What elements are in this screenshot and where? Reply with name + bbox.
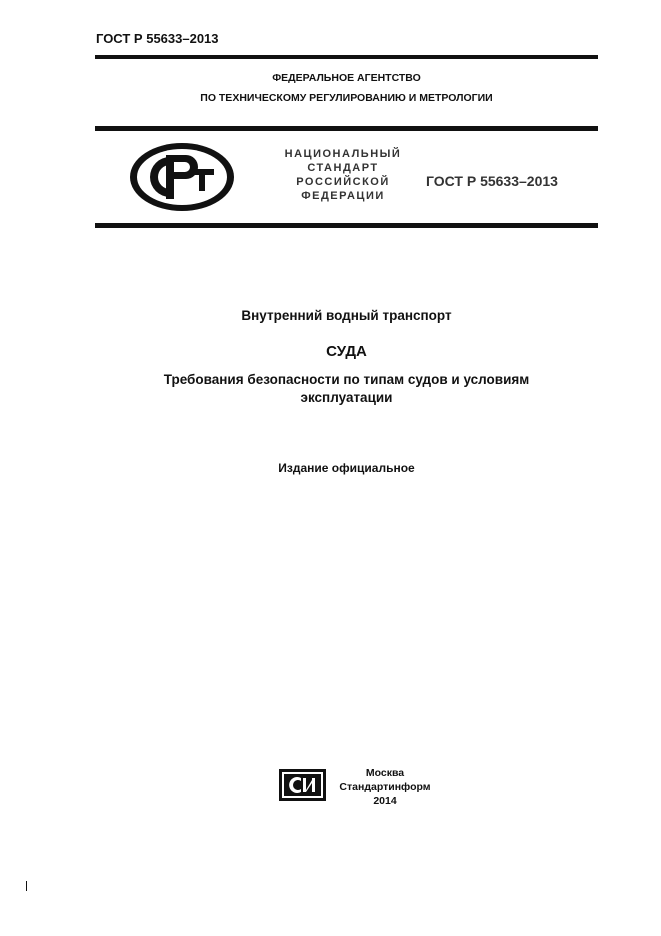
standard-block-top-rule bbox=[95, 126, 598, 131]
document-code-header: ГОСТ Р 55633–2013 bbox=[96, 31, 219, 46]
top-rule bbox=[95, 55, 598, 59]
national-line-2: СТАНДАРТ bbox=[307, 162, 379, 174]
standard-block-bottom-rule bbox=[95, 223, 598, 228]
edition-label: Издание официальное bbox=[278, 461, 415, 475]
national-line-4: ФЕДЕРАЦИИ bbox=[301, 190, 385, 202]
publisher-name: Стандартинформ bbox=[339, 781, 431, 793]
publisher-info bbox=[330, 766, 440, 808]
margin-mark bbox=[26, 881, 27, 891]
national-line-3: РОССИЙСКОЙ bbox=[296, 176, 390, 188]
publisher-city: Москва bbox=[365, 767, 405, 779]
agency-name-line-2: ПО ТЕХНИЧЕСКОМУ РЕГУЛИРОВАНИЮ И МЕТРОЛОГИИ bbox=[200, 92, 493, 104]
title-field: Внутренний водный транспорт bbox=[241, 308, 452, 323]
title-subtitle-line-1: Требования безопасности по типам судов и условиям bbox=[163, 372, 530, 387]
standard-document-code: ГОСТ Р 55633–2013 bbox=[426, 173, 558, 189]
rst-certification-logo-icon bbox=[128, 141, 236, 213]
title-subtitle bbox=[95, 371, 598, 407]
national-line-1: НАЦИОНАЛЬНЫЙ bbox=[284, 148, 402, 160]
publisher-year: 2014 bbox=[373, 795, 397, 807]
standartinform-logo-icon bbox=[279, 769, 326, 801]
title-subtitle-line-2: эксплуатации bbox=[300, 390, 393, 405]
title-main: СУДА bbox=[326, 343, 367, 360]
agency-name-line-1: ФЕДЕРАЛЬНОЕ АГЕНТСТВО bbox=[272, 72, 421, 84]
national-standard-label bbox=[272, 147, 414, 203]
